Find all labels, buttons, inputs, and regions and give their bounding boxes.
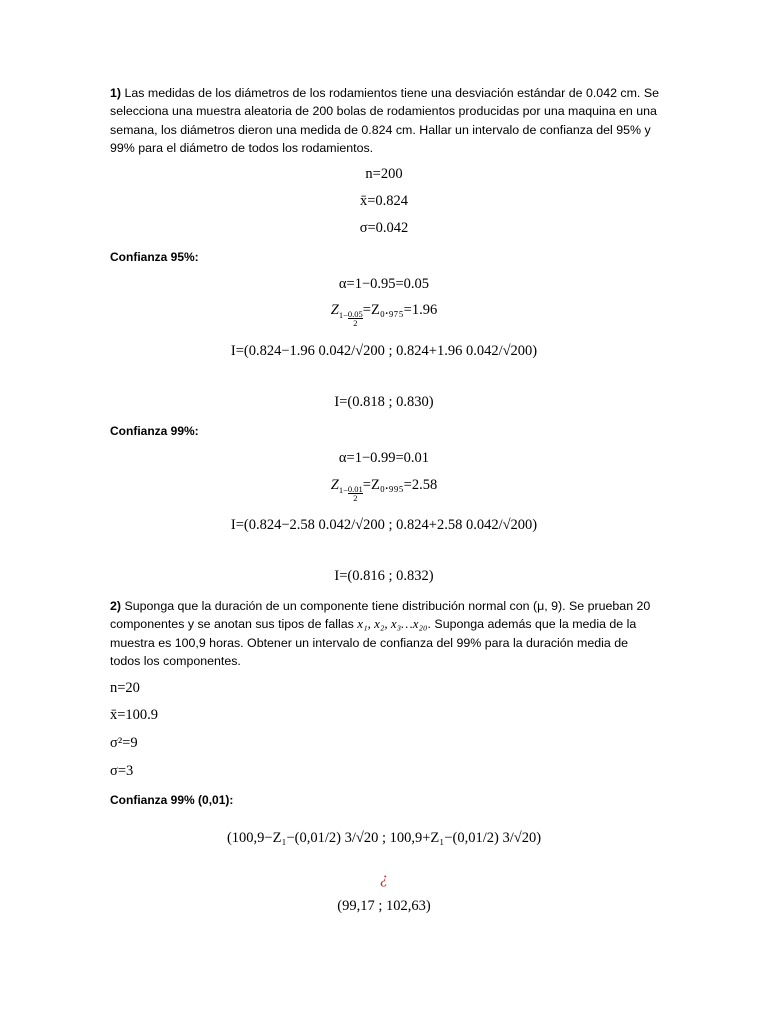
- z95-rest: =Z₀.₉₇₅=1.96: [362, 302, 438, 318]
- z95-frac-den: 2: [353, 318, 358, 328]
- problem-2-vars: x₁, x₂, x₃…x₂₀: [357, 616, 428, 632]
- interval2-formula: (100,9−Z₁−(0,01/2) 3/√20 ; 100,9+Z₁−(0,01/2) 3/√20): [226, 830, 542, 846]
- z99-frac-num: 0.01: [347, 483, 363, 494]
- problem-2-text-a: Suponga que la duración de un componente tiene distribución normal con (μ, 9). Se prueban 20 componentes y se anotan sus tipos de fallas: [110, 599, 651, 632]
- z95-frac-num: 0.05: [347, 308, 363, 319]
- eq-alpha-95: α=1−0.95=0.05: [338, 276, 430, 292]
- missing-glyph-mark: [0, 870, 768, 888]
- eq2-sigma: σ=3: [110, 763, 134, 779]
- z99-rest: =Z₀.₉₉₅=2.58: [362, 477, 438, 493]
- inverted-question-mark: ¿: [380, 870, 388, 887]
- eq-interval-99-formula: [0, 517, 768, 534]
- z99-frac-den: 2: [353, 493, 358, 503]
- eq-interval-99-result: I=(0.816 ; 0.832): [334, 568, 434, 584]
- interval99-formula: I=(0.824−2.58 0.042/√200 ; 0.824+2.58 0.042/√200): [230, 517, 538, 533]
- problem-1-statement: [110, 84, 660, 157]
- problem-2-text-b: . Suponga además que la media de la muestra es 100,9 horas. Obtener un intervalo de confianza del 99% para la duración media de todos los componentes.: [110, 617, 637, 668]
- eq-xbar: x̄=0.824: [359, 193, 409, 209]
- eq-z-99: Z1− $\frac{0.01}{2}$ =Z₀.₉₉₅=2.58: [330, 477, 438, 503]
- problem-1-text: Las medidas de los diámetros de los rodamientos tiene una desviación estándar de 0.042 cm. Se selecciona una muestra aleatoria de 200 bolas de rodamientos producidas por una maquina en una semana, los diámetros dieron una medida de 0.824 cm. Hallar un intervalo de confianza del 95% y 99% para el diámetro de todos los rodamientos.: [110, 86, 659, 155]
- problem-2-number: 2): [110, 599, 122, 613]
- confidence-99-label: Confianza 99%:: [110, 424, 199, 438]
- eq2-interval-result: (99,17 ; 102,63): [337, 898, 431, 914]
- interval95-formula: I=(0.824−1.96 0.042/√200 ; 0.824+1.96 0.042/√200): [230, 343, 538, 359]
- eq2-interval-formula: [0, 830, 768, 847]
- problem-1-number: 1): [110, 86, 122, 100]
- eq-sigma: σ=0.042: [359, 220, 409, 236]
- eq-interval-95-result: I=(0.818 ; 0.830): [334, 394, 434, 410]
- eq-interval-95-formula: [0, 343, 768, 360]
- eq2-n: n=20: [110, 680, 140, 696]
- problem-2-statement: [110, 597, 660, 670]
- eq-alpha-99: α=1−0.99=0.01: [338, 450, 430, 466]
- eq2-xbar: x̄=100.9: [110, 707, 159, 723]
- eq2-variance: σ²=9: [110, 735, 138, 751]
- eq-n: n=200: [365, 166, 403, 182]
- confidence-95-label: Confianza 95%:: [110, 250, 199, 264]
- confidence-99-001-label: Confianza 99% (0,01):: [110, 793, 234, 807]
- eq-z-95: Z1− $\frac{0.05}{2}$ =Z₀.₉₇₅=1.96: [330, 302, 438, 328]
